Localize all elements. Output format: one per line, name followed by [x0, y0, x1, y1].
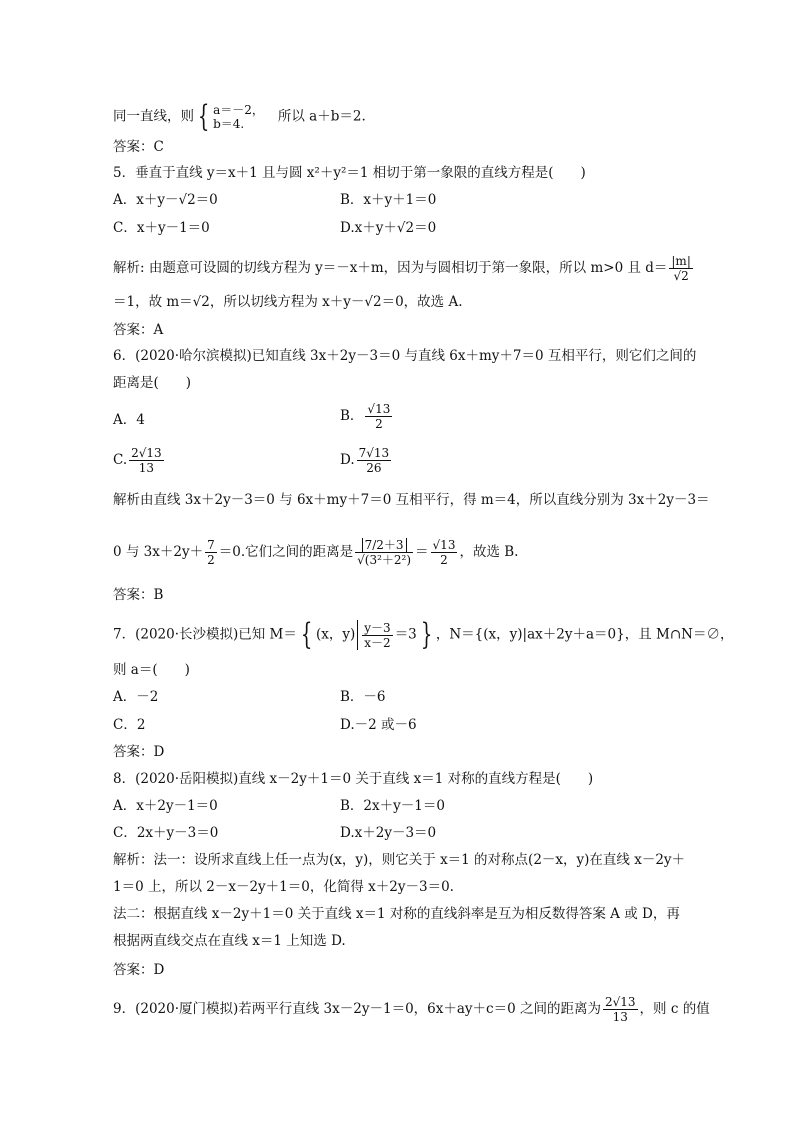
q8-solution-line1: 解析：法一：设所求直线上任一点为(x，y)，则它关于 x＝1 的对称点(2－x，y)在直线 x－2y＋ [113, 852, 686, 868]
text: 解析: 由题意可设圆的切线方程为 y＝－x＋m，因为与圆相切于第一象限，所以 m>0 且 d＝ [113, 260, 668, 276]
q8-option-a: A．x＋2y－1＝0 [113, 798, 218, 814]
denominator: 13 [138, 461, 155, 475]
q5-option-b: B．x＋y＋1＝0 [340, 192, 437, 208]
q5-option-d: D.x＋y＋√2＝0 [340, 220, 437, 236]
answer-6: 答案：B [113, 587, 164, 603]
fraction [431, 538, 458, 567]
text: ＝3 [394, 626, 417, 643]
q8-solution-line2: 1＝0 上，所以 2－x－2y＋1＝0，化简得 x＋2y－3＝0. [113, 879, 454, 895]
left-brace: { [300, 617, 313, 652]
q8-solution-line3: 法二：根据直线 x－2y＋1＝0 关于直线 x＝1 对称的直线斜率是互为相反数得答案 A 或 D，再 [113, 906, 680, 922]
line-prev-conclusion [113, 99, 366, 134]
denominator: 2 [207, 553, 215, 567]
question-9-line1 [113, 995, 710, 1024]
text: ，则 c 的值 [639, 1001, 710, 1017]
denominator: 26 [366, 461, 382, 475]
denominator: √2 [673, 269, 689, 283]
denominator: x－2 [364, 635, 391, 650]
text: 所以 a＋b＝2. [277, 108, 366, 125]
numerator: 7√13 [358, 446, 390, 460]
text: ，故选 B. [459, 544, 519, 560]
text: 7．(2020·长沙模拟)已知 M＝ [113, 626, 297, 643]
q8-solution-line4: 根据两直线交点在直线 x＝1 上知选 D. [113, 933, 346, 949]
question-8: 8．(2020·岳阳模拟)直线 x－2y＋1＝0 关于直线 x＝1 对称的直线方程是( ) [113, 771, 594, 787]
text: 9．(2020·厦门模拟)若两平行直线 3x－2y－1＝0，6x＋ay＋c＝0 之间的距离为 [113, 1001, 601, 1017]
denominator: 2 [440, 553, 448, 567]
right-brace: } [420, 617, 433, 652]
question-7-line2: 则 a＝( ) [113, 662, 190, 678]
fraction [365, 402, 392, 431]
left-brace: { [197, 99, 210, 134]
fraction [205, 538, 217, 567]
q8-option-b: B．2x＋y－1＝0 [340, 798, 445, 814]
answer-8: 答案：D [113, 962, 165, 978]
numerator: |m| [671, 254, 691, 268]
numerator: √13 [367, 402, 391, 416]
denominator: 2 [375, 417, 383, 431]
answer-5: 答案：A [113, 322, 164, 338]
numerator: √13 [432, 538, 456, 552]
text: D. [340, 452, 355, 468]
q6-option-b [340, 402, 394, 431]
q5-option-c: C．x＋y－1＝0 [113, 220, 210, 236]
text: B． [340, 408, 364, 424]
numerator [355, 538, 413, 553]
q5-option-a: A．x＋y－√2＝0 [113, 192, 218, 208]
numerator: y－3 [364, 620, 391, 635]
text: ，N＝{(x，y)|ax＋2y＋a＝0}，且 M∩N＝∅， [435, 626, 734, 643]
fraction [129, 446, 164, 475]
q5-solution-line2: ＝1，故 m＝√2，所以切线方程为 x＋y－√2＝0，故选 A. [113, 294, 463, 310]
distance-fraction [355, 538, 413, 567]
q8-option-c: C．2x＋y－3＝0 [113, 825, 219, 841]
fraction [603, 995, 638, 1024]
denominator: 13 [612, 1010, 628, 1024]
text: C. [113, 452, 128, 468]
text: 同一直线，则 [113, 108, 194, 125]
q5-solution-line1 [113, 254, 695, 283]
set-element: (x，y) [315, 626, 356, 643]
text: 0 与 3x＋2y＋ [113, 544, 204, 560]
question-5: 5．垂直于直线 y＝x＋1 且与圆 x²＋y²＝1 相切于第一象限的直线方程是( ) [113, 165, 586, 181]
answer-4: 答案：C [113, 139, 164, 155]
q6-solution-line1: 解析由直线 3x＋2y－3＝0 与 6x＋my＋7＝0 互相平行，得 m＝4，所以直线分别为 3x＋2y－3＝ [113, 492, 710, 508]
equation-b: b＝4. [213, 117, 245, 131]
set-divider [357, 620, 358, 650]
q7-option-b: B．－6 [340, 689, 386, 705]
denominator: √(3²＋2²) [357, 553, 412, 567]
fraction [669, 254, 692, 283]
numerator: 7 [207, 538, 215, 552]
question-6-line2: 距离是( ) [113, 375, 192, 391]
numerator: 2√13 [131, 446, 162, 460]
question-7-line1 [113, 617, 734, 652]
question-6-line1: 6．(2020·哈尔滨模拟)已知直线 3x＋2y－3＝0 与直线 6x＋my＋7＝0 互相平行，则它们之间的 [113, 348, 697, 364]
answer-7: 答案：D [113, 744, 165, 760]
q6-option-a: A．4 [113, 412, 145, 428]
q6-option-c [113, 446, 166, 475]
text: ＝0.它们之间的距离是 [218, 544, 354, 560]
q7-option-c: C．2 [113, 717, 146, 733]
fraction [357, 446, 392, 475]
fraction [362, 621, 392, 650]
abs-value: 7/2＋3 [362, 538, 407, 552]
q7-option-d: D.－2 或－6 [340, 717, 417, 733]
equation-system [213, 103, 264, 131]
q7-option-a: A．－2 [113, 689, 159, 705]
q6-solution-line2 [113, 538, 518, 567]
numerator: 2√13 [604, 995, 636, 1009]
equals: ＝ [415, 544, 429, 560]
equation-a: a＝－2， [213, 103, 264, 117]
q8-option-d: D.x＋2y－3＝0 [340, 825, 437, 841]
q6-option-d [340, 446, 393, 475]
